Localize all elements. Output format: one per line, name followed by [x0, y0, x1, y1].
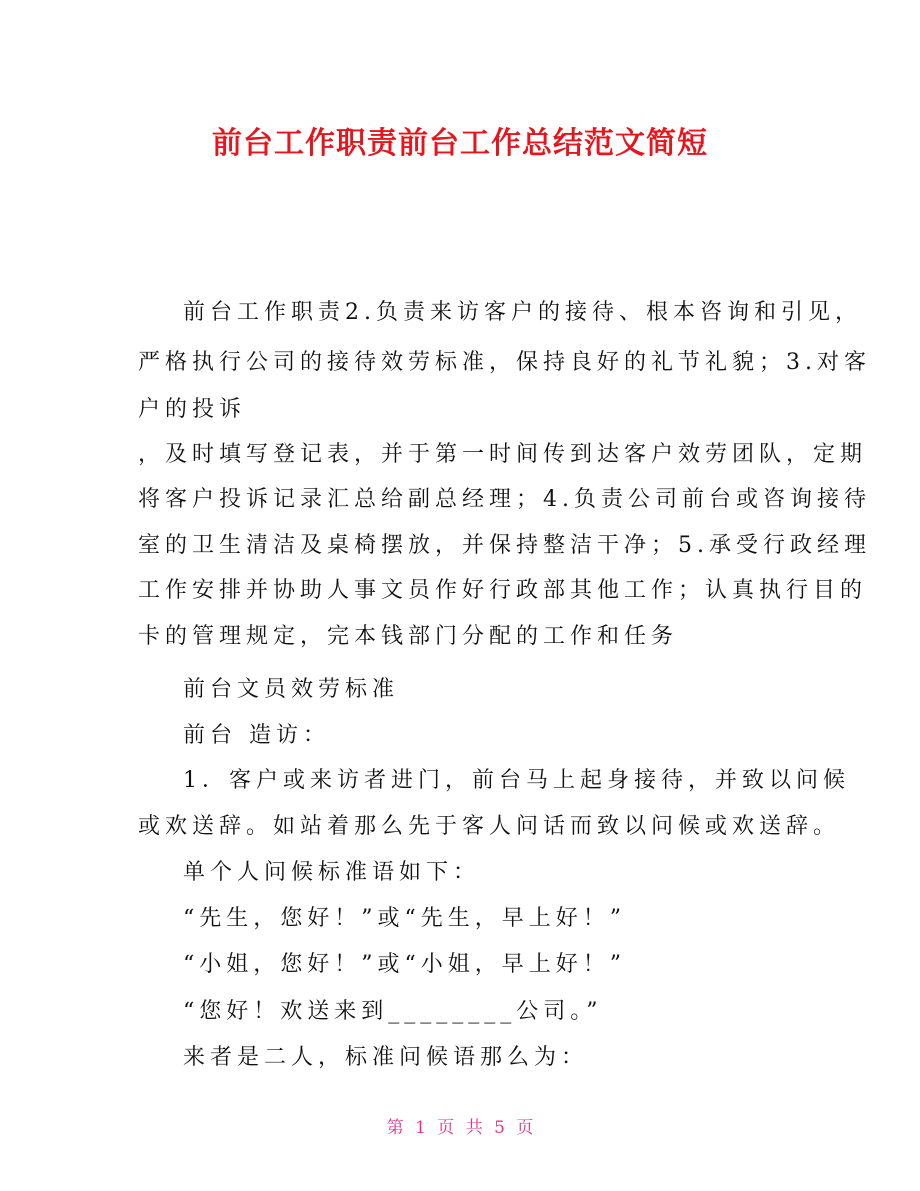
paragraph-line: “先生，您好！”或“先生，早上好！”: [183, 906, 626, 931]
paragraph-line: 室的卫生清洁及桌椅摆放，并保持整洁干净；5.承受行政经理: [138, 533, 871, 558]
paragraph-line: 单个人问候标准语如下：: [183, 860, 481, 885]
paragraph-line: “您好！欢送来到________公司。”: [183, 999, 603, 1024]
paragraph-line: 或欢送辞。如站着那么先于客人问话而致以问候或欢送辞。: [138, 814, 841, 839]
paragraph-line: “小姐，您好！”或“小姐，早上好！”: [183, 952, 626, 977]
paragraph-line: ，及时填写登记表，并于第一时间传到达客户效劳团队，定期: [138, 442, 868, 467]
paragraph-line: 来者是二人，标准问候语那么为：: [183, 1045, 589, 1070]
paragraph-line: 卡的管理规定，完本钱部门分配的工作和任务: [138, 624, 679, 649]
paragraph-line: 前台工作职责2.负责来访客户的接待、根本咨询和引见，: [183, 300, 862, 325]
paragraph-line: 1．客户或来访者进门，前台马上起身接待，并致以问候: [183, 768, 850, 793]
document-title: 前台工作职责前台工作总结范文简短: [212, 126, 708, 161]
paragraph-line: 前台 造访：: [183, 723, 330, 748]
paragraph-line: 将客户投诉记录汇总给副总经理；4.负责公司前台或咨询接待: [138, 487, 871, 512]
page-number-footer: 第 1 页 共 5 页: [386, 1118, 534, 1138]
paragraph-line: 户的投诉: [138, 397, 247, 422]
paragraph-line: 严格执行公司的接待效劳标准，保持良好的礼节礼貌；3.对客: [138, 350, 871, 375]
section-heading: 前台文员效劳标准: [183, 677, 400, 702]
paragraph-line: 工作安排并协助人事文员作好行政部其他工作；认真执行目的: [138, 578, 868, 603]
